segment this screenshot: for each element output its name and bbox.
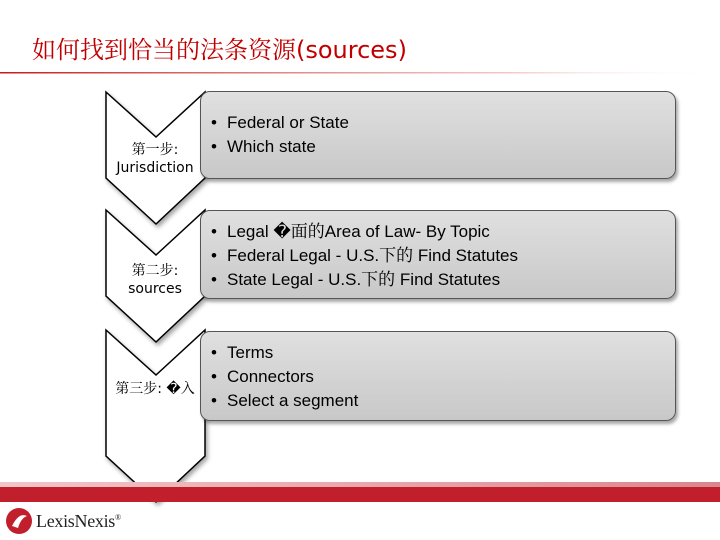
- step-1-bullet-list: [211, 111, 349, 159]
- title-underline: [0, 72, 720, 74]
- step-2-label-line1: 第二步:: [131, 263, 179, 279]
- step-2-bullet-list: [211, 220, 518, 292]
- step-2-label: [106, 262, 204, 298]
- slide-title: 如何找到恰当的法条资源(sources): [32, 36, 407, 64]
- list-item: • Terms: [211, 343, 274, 362]
- footer-bar: [0, 487, 720, 502]
- list-item: • Federal Legal - U.S.下的 Find Statutes: [211, 246, 519, 265]
- list-item: • Connectors: [211, 367, 314, 386]
- step-1-label-line1: 第一步:: [131, 142, 179, 158]
- step-1-content-box: [200, 91, 676, 179]
- step-3-label: [106, 380, 204, 398]
- step-3-bullet-list: [211, 341, 358, 413]
- lexisnexis-mark-icon: [4, 506, 34, 536]
- list-item: • Select a segment: [211, 391, 359, 410]
- lexisnexis-logo: [4, 506, 121, 536]
- step-1-label: [106, 141, 204, 177]
- step-3-label-line1: 第三步: �入: [115, 381, 195, 397]
- list-item: • State Legal - U.S.下的 Find Statutes: [211, 270, 501, 289]
- step-2-label-line2: sources: [128, 281, 182, 297]
- list-item: • Federal or State: [211, 113, 349, 132]
- chevron-step-3: [106, 330, 205, 502]
- step-1-label-line2: Jurisdiction: [116, 160, 194, 176]
- logo-text: LexisNexis®: [36, 510, 121, 531]
- list-item: • Legal �面的Area of Law- By Topic: [211, 222, 490, 241]
- step-3-content-box: [200, 331, 676, 421]
- step-2-content-box: [200, 210, 676, 299]
- list-item: • Which state: [211, 137, 316, 156]
